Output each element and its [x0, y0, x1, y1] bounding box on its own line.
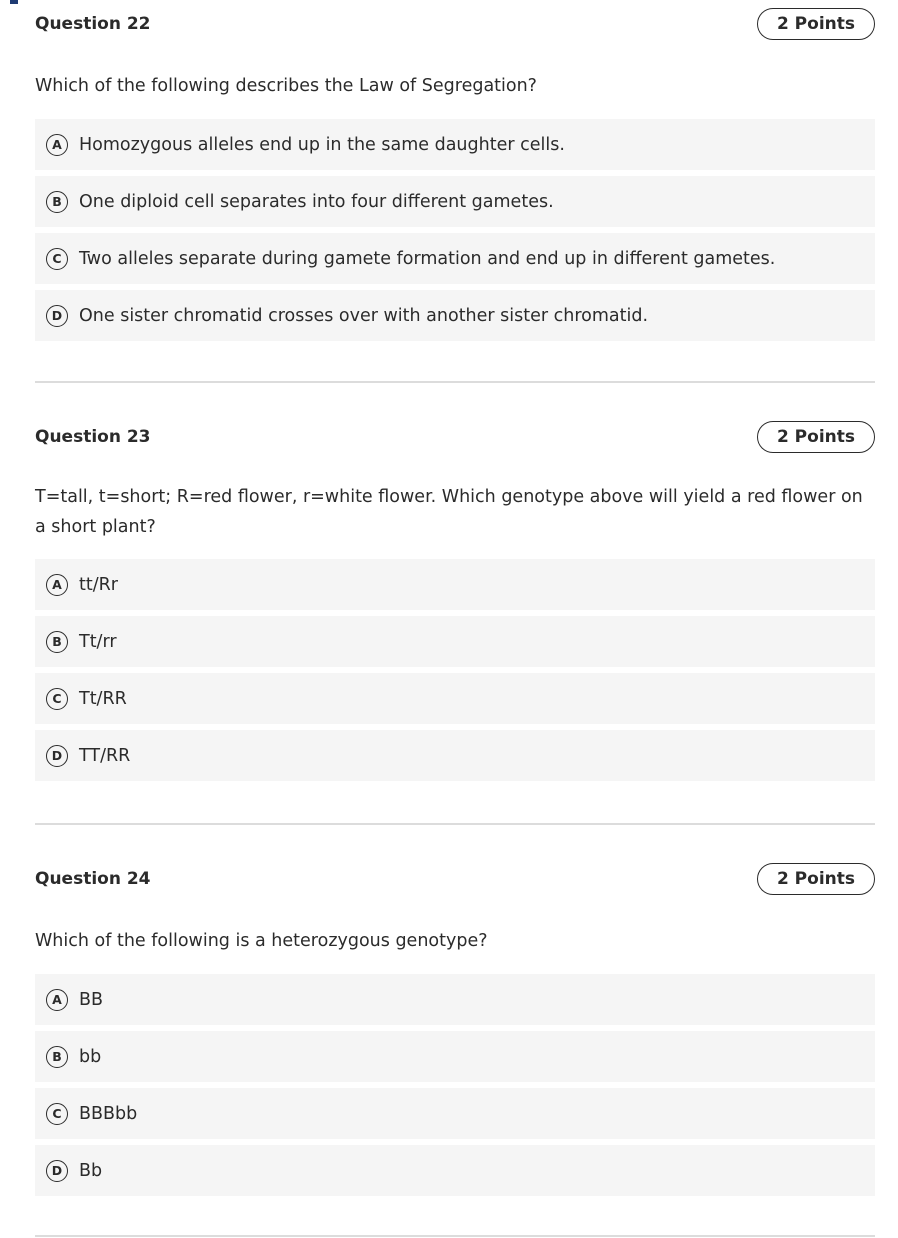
option-text: Homozygous alleles end up in the same daughter cells. [79, 134, 565, 155]
question-23 [35, 421, 875, 787]
answer-options [35, 559, 875, 781]
option-b[interactable] [35, 176, 875, 227]
option-letter-badge: A [46, 134, 68, 156]
option-a[interactable] [35, 559, 875, 610]
section-divider [35, 381, 875, 383]
question-22 [35, 8, 875, 347]
option-letter-badge: C [46, 248, 68, 270]
option-text: Two alleles separate during gamete formation and end up in different gametes. [79, 248, 776, 269]
option-b[interactable] [35, 1031, 875, 1082]
option-c[interactable] [35, 233, 875, 284]
question-title: Question 23 [35, 427, 151, 447]
points-badge: 2 Points [757, 863, 875, 895]
option-text: BB [79, 989, 104, 1010]
option-letter-badge: A [46, 574, 68, 596]
question-text: T=tall, t=short; R=red flower, r=white flower. Which genotype above will yield a red flower on a short plant? [35, 487, 863, 537]
option-letter-badge: A [46, 989, 68, 1011]
answer-options [35, 974, 875, 1196]
option-text: tt/Rr [79, 574, 118, 595]
question-header [35, 421, 875, 455]
option-letter-badge: C [46, 688, 68, 710]
option-letter-badge: B [46, 631, 68, 653]
option-text: bb [79, 1046, 102, 1067]
option-a[interactable] [35, 974, 875, 1025]
option-text: Bb [79, 1160, 103, 1181]
question-title: Question 22 [35, 14, 151, 34]
question-header [35, 8, 875, 42]
option-letter-badge: D [46, 1160, 68, 1182]
question-text: Which of the following describes the Law of Segregation? [35, 76, 537, 96]
question-title: Question 24 [35, 869, 151, 889]
option-letter-badge: B [46, 191, 68, 213]
option-text: TT/RR [79, 745, 131, 766]
option-a[interactable] [35, 119, 875, 170]
question-24 [35, 863, 875, 1202]
option-text: One diploid cell separates into four different gametes. [79, 191, 554, 212]
option-letter-badge: D [46, 745, 68, 767]
option-letter-badge: D [46, 305, 68, 327]
option-b[interactable] [35, 616, 875, 667]
question-header [35, 863, 875, 897]
option-c[interactable] [35, 1088, 875, 1139]
points-badge: 2 Points [757, 421, 875, 453]
corner-accent [10, 0, 18, 4]
points-badge: 2 Points [757, 8, 875, 40]
question-text: Which of the following is a heterozygous genotype? [35, 931, 488, 951]
answer-options [35, 119, 875, 341]
section-divider [35, 823, 875, 825]
option-text: One sister chromatid crosses over with another sister chromatid. [79, 305, 649, 326]
option-d[interactable] [35, 1145, 875, 1196]
option-letter-badge: C [46, 1103, 68, 1125]
option-c[interactable] [35, 673, 875, 724]
option-letter-badge: B [46, 1046, 68, 1068]
option-d[interactable] [35, 290, 875, 341]
option-d[interactable] [35, 730, 875, 781]
option-text: Tt/rr [79, 631, 117, 652]
option-text: BBBbb [79, 1103, 138, 1124]
option-text: Tt/RR [79, 688, 127, 709]
section-divider [35, 1235, 875, 1237]
